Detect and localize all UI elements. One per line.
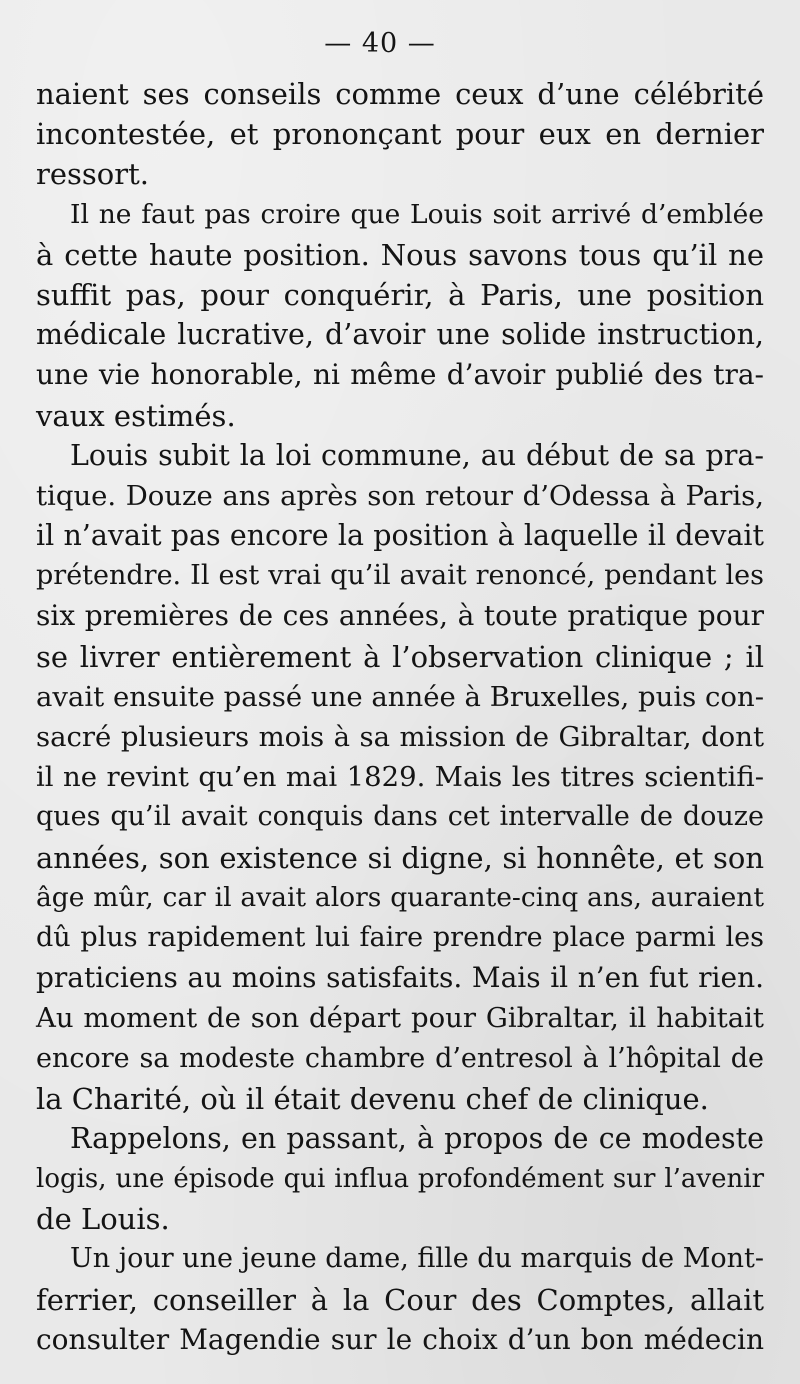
text-line: suffit pas, pour conquérir, à Paris, une position [36,277,764,312]
text-line: sacré plusieurs mois à sa mission de Gibraltar, dont [36,721,764,753]
text-line: médicale lucrative, d’avoir une solide instruction, [36,318,764,352]
text-line: Un jour une jeune dame, fille du marquis de Mont- [70,1243,764,1275]
text-line: encore sa modeste chambre d’entresol à l’hôpital de [36,1042,764,1074]
text-line: logis, une épisode qui influa profondément sur l’avenir [36,1164,764,1195]
text-line: six premières de ces années, à toute pratique pour [36,599,764,633]
text-line: se livrer entièrement à l’observation clinique ; il [36,639,764,674]
text-line: il ne revint qu’en mai 1829. Mais les titres scientifi- [36,761,764,794]
text-line: avait ensuite passé une année à Bruxelles, puis con- [36,680,764,713]
text-line: années, son existence si digne, si honnête, et son [36,840,764,875]
text-line: tique. Douze ans après son retour d’Odessa à Paris, [36,479,764,512]
text-line: dû plus rapidement lui faire prendre place parmi les [36,921,764,953]
text-line: consulter Magendie sur le choix d’un bon médecin [36,1322,764,1356]
text-line: à cette haute position. Nous savons tous qu’il ne [36,237,764,272]
text-line: il n’avait pas encore la position à laquelle il devait [36,519,764,553]
text-line: de Louis. [36,1202,170,1237]
text-line: naient ses conseils comme ceux d’une célébrité [36,77,764,111]
text-line: âge mûr, car il avait alors quarante-cinq ans, auraient [36,881,764,913]
text-line: ressort. [36,157,149,192]
body-text [36,74,764,1360]
text-line: Louis subit la loi commune, au début de sa pra- [70,438,764,472]
text-line: ques qu’il avait conquis dans cet intervalle de douze [36,801,764,833]
text-line: Il ne faut pas croire que Louis soit arrivé d’emblée [70,198,764,230]
text-line: praticiens au moins satisfaits. Mais il n’en fut rien. [36,961,764,995]
text-line: ferrier, conseiller à la Cour des Comptes, allait [36,1282,764,1317]
text-line: prétendre. Il est vrai qu’il avait renoncé, pendant les [36,560,764,592]
text-line: vaux estimés. [36,398,236,433]
text-line: la Charité, où il était devenu chef de clinique. [36,1081,709,1116]
text-line: incontestée, et prononçant pour eux en dernier [36,117,764,152]
text-line: Rappelons, en passant, à propos de ce modeste [70,1121,764,1155]
text-line: Au moment de son départ pour Gibraltar, il habitait [36,1002,764,1035]
page-number: — 40 — [324,28,436,59]
text-line: une vie honorable, ni même d’avoir publié des tra- [36,358,764,392]
